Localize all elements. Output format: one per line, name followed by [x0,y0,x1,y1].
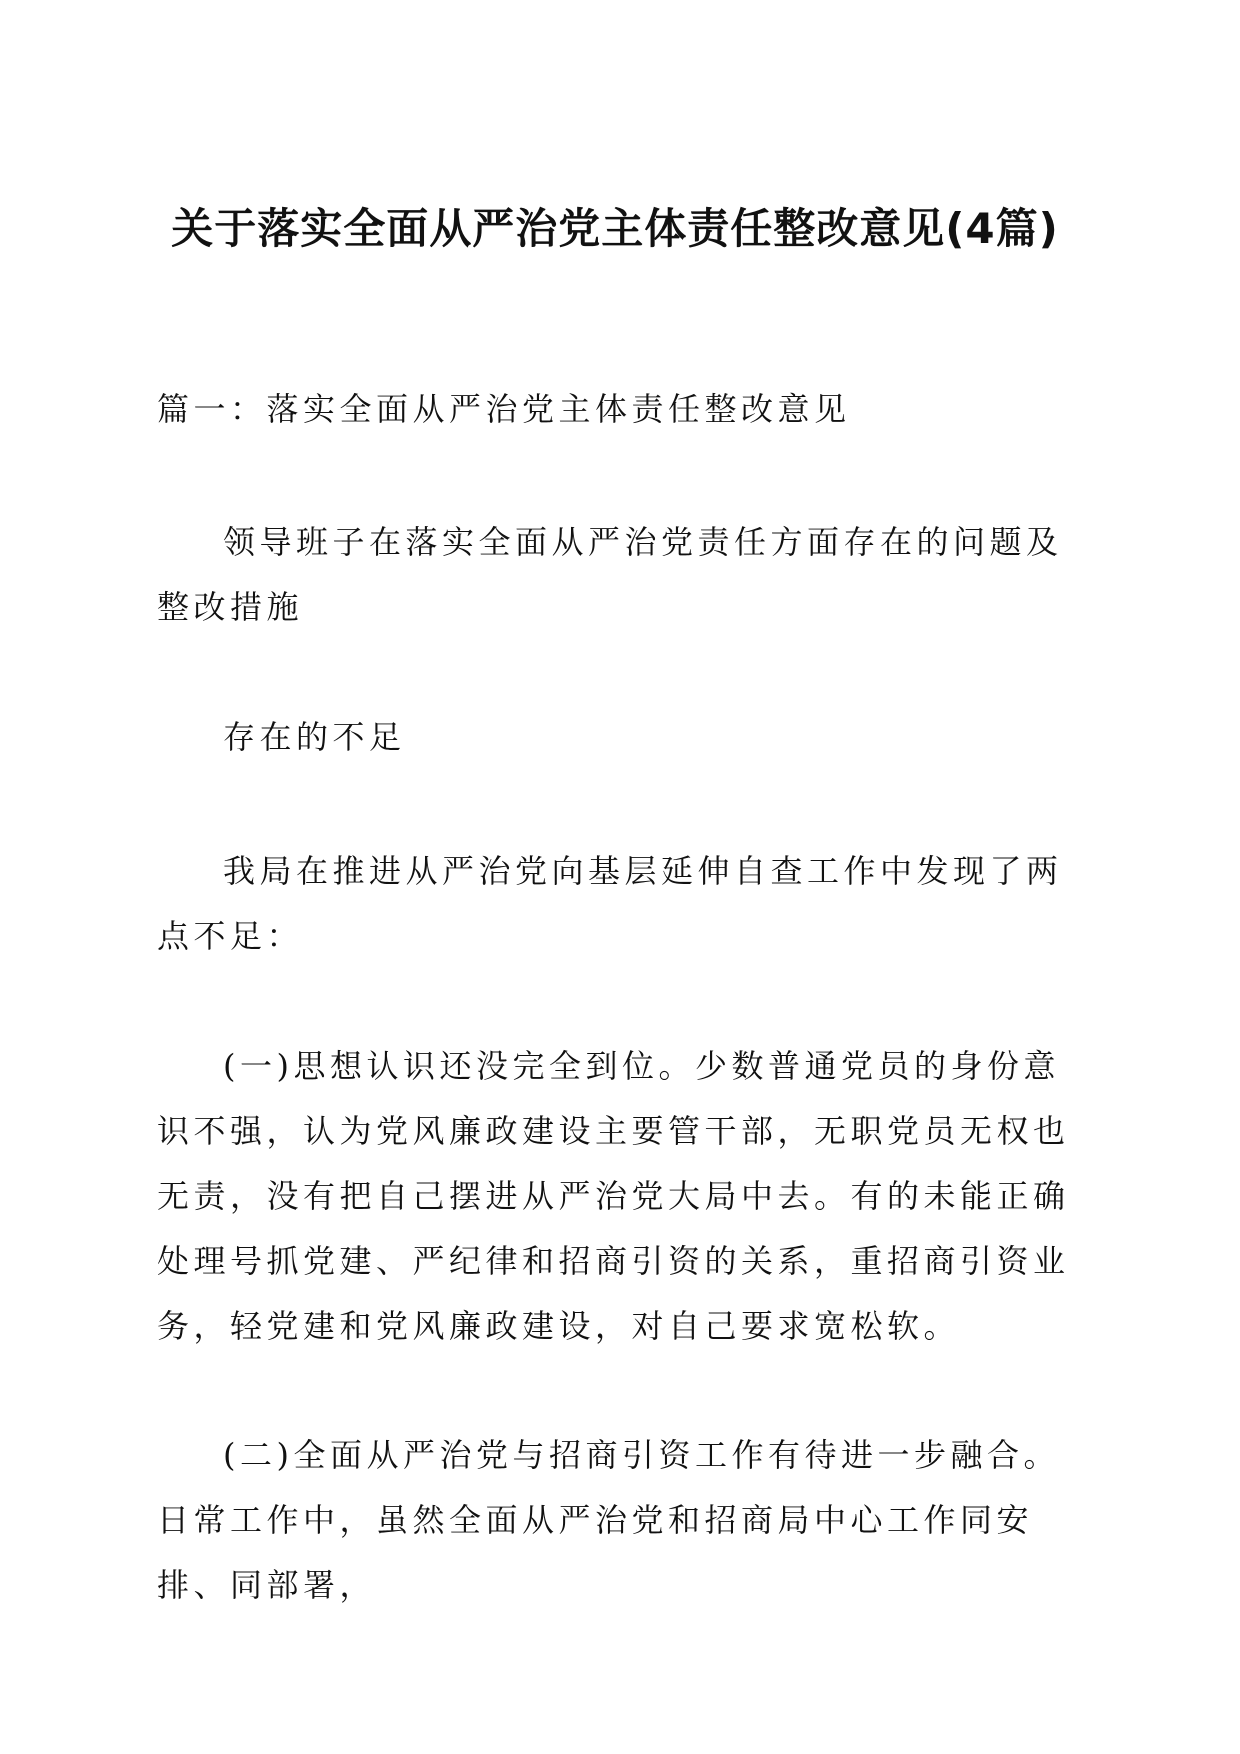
paragraph: (一)思想认识还没完全到位。少数普通党员的身份意识不强，认为党风廉政建设主要管干部，无职党员无权也无责，没有把自己摆进从严治党大局中去。有的未能正确处理号抓党建、严纪律和招商引资的关系，重招商引资业务，轻党建和党风廉政建设，对自己要求宽松软。 [157,1047,1070,1345]
paragraph: 领导班子在落实全面从严治党责任方面存在的问题及整改措施 [157,523,1063,626]
paragraph: (二)全面从严治党与招商引资工作有待进一步融合。日常工作中，虽然全面从严治党和招商局中心工作同安排、同部署， [157,1436,1060,1604]
section-heading: 篇一：落实全面从严治党主体责任整改意见 [157,390,851,428]
document-title: 关于落实全面从严治党主体责任整改意见(4篇) [171,204,1059,253]
paragraph: 存在的不足 [223,718,406,756]
paragraph: 我局在推进从严治党向基层延伸自查工作中发现了两点不足： [157,852,1063,955]
